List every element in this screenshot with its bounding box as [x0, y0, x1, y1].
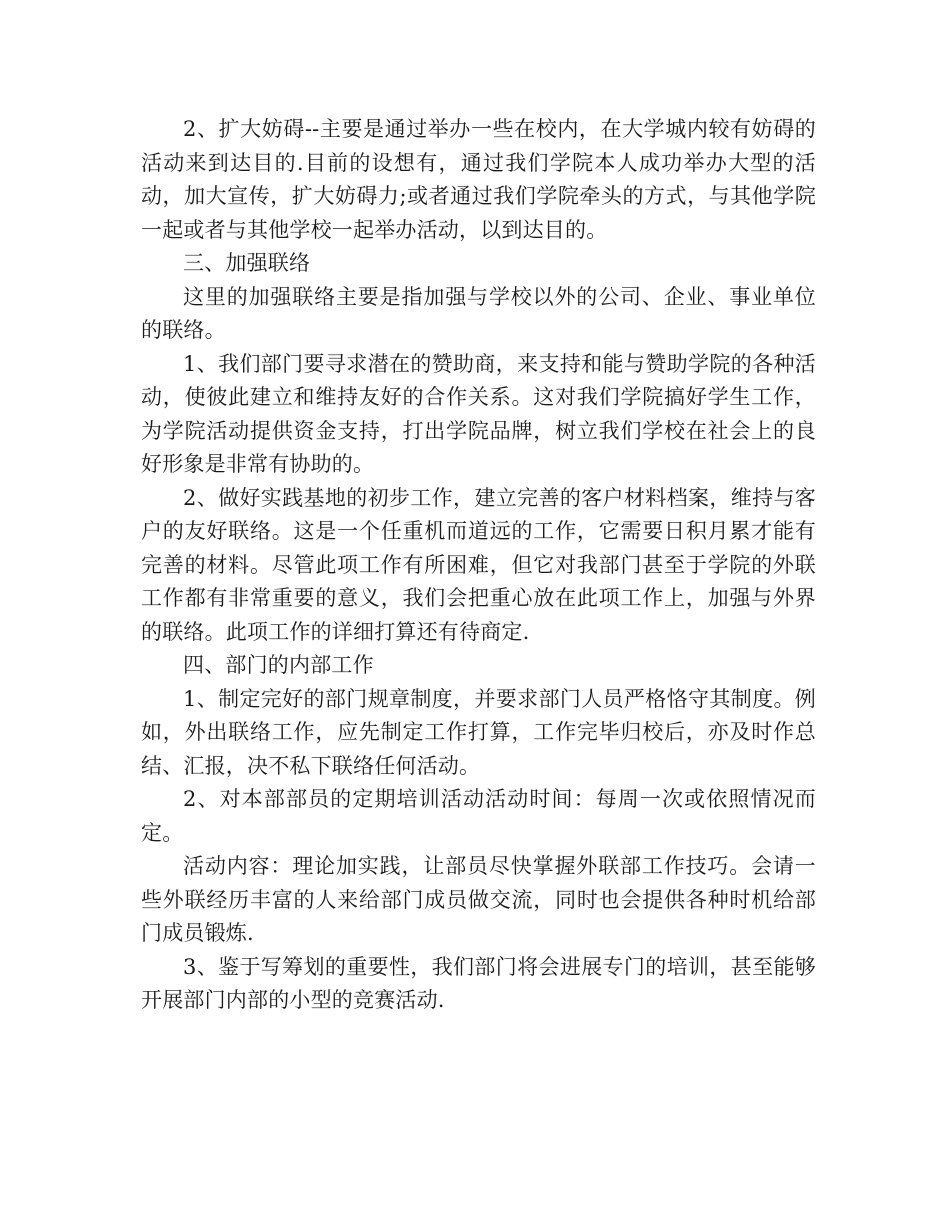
document-body: [141, 113, 816, 1018]
heading-strengthen-contact: 三、加强联络: [183, 251, 311, 275]
paragraph-sponsors: 1、我们部门要寻求潜在的赞助商，来支持和能与赞助学院的各种活动，使彼此建立和维持友好的合作关系。这对我们学院搞好学生工作，为学院活动提供资金支持，打出学院品牌，树立我们学校在社会上的良好形象是非常有协助的。: [141, 351, 816, 476]
paragraph-contact-intro: 这里的加强联络主要是指加强与学校以外的公司、企业、事业单位的联络。: [141, 284, 816, 342]
paragraph-activity-content: 活动内容：理论加实践，让部员尽快掌握外联部工作技巧。会请一些外联经历丰富的人来给部门成员做交流，同时也会提供各种时机给部门成员锻炼.: [141, 854, 816, 945]
paragraph-expand-influence: 2、扩大妨碍--主要是通过举办一些在校内，在大学城内较有妨碍的活动来到达目的.目前的设想有，通过我们学院本人成功举办大型的活动，加大宣传，扩大妨碍力;或者通过我们学院牵头的方式，与其他学院一起或者与其他学校一起举办活动，以到达目的。: [141, 117, 816, 242]
paragraph-training: 2、对本部部员的定期培训活动活动时间：每周一次或依照情况而定。: [141, 787, 816, 845]
paragraph-planning-training: 3、鉴于写筹划的重要性，我们部门将会进展专门的培训，甚至能够开展部门内部的小型的竞赛活动.: [141, 954, 816, 1012]
paragraph-practice-base: 2、做好实践基地的初步工作，建立完善的客户材料档案，维持与客户的友好联络。这是一个任重机而道远的工作，它需要日积月累才能有完善的材料。尽管此项工作有所困难，但它对我部门甚至于学院的外联工作都有非常重要的意义，我们会把重心放在此项工作上，加强与外界的联络。此项工作的详细打算还有待商定.: [141, 485, 816, 644]
heading-internal-work: 四、部门的内部工作: [183, 653, 374, 677]
paragraph-rules: 1、制定完好的部门规章制度，并要求部门人员严格恪守其制度。例如，外出联络工作，应先制定工作打算，工作完毕归校后，亦及时作总结、汇报，决不私下联络任何活动。: [141, 686, 816, 778]
